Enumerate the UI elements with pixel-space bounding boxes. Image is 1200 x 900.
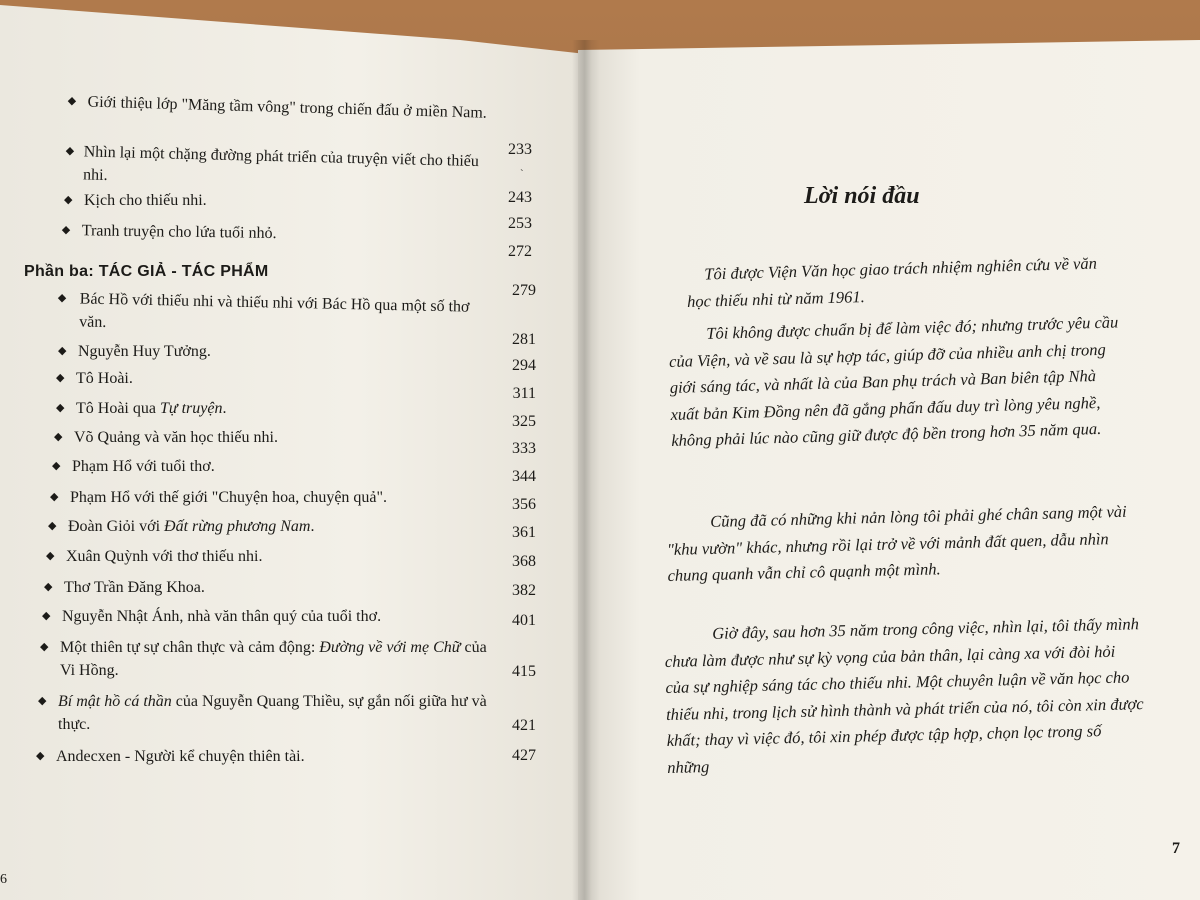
bullet-icon: ◆ <box>67 94 77 108</box>
toc-page-number: 325 <box>512 413 536 430</box>
toc-entry <box>54 426 474 449</box>
toc-entry-text: Đoàn Giỏi với Đất rừng phương Nam. <box>68 518 315 535</box>
bullet-icon: ◆ <box>46 550 55 562</box>
bullet-icon: ◆ <box>57 291 67 305</box>
preface-paragraph: Giờ đây, sau hơn 35 năm trong công việc, nhìn lại, tôi thấy mình chưa làm được như sự kỳ vọng của bản thân, lại càng xa với đòi hỏi của sự nghiệp sáng tác cho thiếu nhi. Một chuyên luận về văn học cho thiếu nhi, trong lịch sử hình thành và phát triển của nó, tôi còn xin được khất; thay vì việc đó, tôi xin phép được tập hợp, chọn lọc trong số những <box>664 614 1144 777</box>
toc-entry-text: Nguyễn Huy Tưởng. <box>78 343 211 360</box>
book-gutter <box>572 40 600 900</box>
toc-page-number: 356 <box>512 496 536 513</box>
table-of-contents <box>0 0 575 900</box>
toc-entry-text: Tô Hoài. <box>76 370 133 387</box>
toc-page-number: 333 <box>512 440 536 457</box>
bullet-icon: ◆ <box>36 750 45 762</box>
preface-title: Lời nói đầu <box>804 183 920 209</box>
toc-entry-text: Tranh truyện cho lứa tuổi nhỏ. <box>81 222 277 242</box>
toc-entry <box>57 287 488 342</box>
toc-entry <box>50 486 490 509</box>
bullet-icon: ◆ <box>64 194 73 206</box>
bullet-icon: ◆ <box>40 641 49 653</box>
toc-page-number: 415 <box>512 663 536 680</box>
toc-page-number: 427 <box>512 747 536 764</box>
toc-entry-text: Giới thiệu lớp "Măng tầm vông" trong chiến đấu ở miền Nam. <box>87 93 488 122</box>
preface-paragraph: Cũng đã có những khi nản lòng tôi phải ghé chân sang một vài "khu vườn" khác, nhưng rồi lại trở về với mảnh đất quen, dẫu nhìn chung quanh vẫn chỉ cô quạnh một mình. <box>666 501 1127 585</box>
bullet-icon: ◆ <box>54 431 63 443</box>
toc-page-number: 401 <box>512 612 536 629</box>
toc-entry-text: Andecxen - Người kể chuyện thiên tài. <box>56 748 305 765</box>
toc-page-number: 253 <box>508 215 532 232</box>
toc-entry <box>36 745 491 768</box>
toc-page-number: 421 <box>512 717 536 734</box>
toc-page-number: 344 <box>512 468 536 485</box>
toc-entry-text: Bí mật hồ cá thần của Nguyễn Quang Thiều, sự gắn nối giữa hư và thực. <box>58 693 487 733</box>
toc-entry <box>62 219 462 248</box>
toc-entry-text: Bác Hồ với thiếu nhi và thiếu nhi với Bác Hồ qua một số thơ văn. <box>79 290 470 332</box>
toc-page-number: 382 <box>512 582 536 599</box>
bullet-icon: ◆ <box>50 491 59 503</box>
toc-entry-text: Tô Hoài qua Tự truyện. <box>76 400 227 417</box>
toc-page-number: 243 <box>508 189 532 206</box>
toc-page-number: 294 <box>512 357 536 374</box>
toc-entry <box>40 636 490 682</box>
toc-entry <box>56 367 476 390</box>
bullet-icon: ◆ <box>48 520 57 532</box>
toc-entry <box>67 90 487 125</box>
part-heading: Phần ba: TÁC GIẢ - TÁC PHẨM <box>24 263 269 280</box>
toc-entry-text: Phạm Hổ với tuổi thơ. <box>72 458 215 475</box>
toc-entry <box>44 576 484 599</box>
page-mark: ˋ <box>520 168 524 180</box>
toc-entry <box>64 189 464 212</box>
toc-entry-text: Phạm Hổ với thế giới "Chuyện hoa, chuyện quả". <box>70 489 388 506</box>
toc-entry <box>52 455 472 478</box>
bullet-icon: ◆ <box>56 402 65 414</box>
toc-entry-text: Nguyễn Nhật Ánh, nhà văn thân quý của tuổi thơ. <box>62 608 382 625</box>
bullet-icon: ◆ <box>65 144 75 158</box>
bullet-icon: ◆ <box>58 345 67 357</box>
toc-page-number: 368 <box>512 553 536 570</box>
bullet-icon: ◆ <box>42 610 51 622</box>
toc-entry <box>46 545 486 568</box>
toc-entry-text: Nhìn lại một chặng đường phát triển của truyện viết cho thiếu nhi. <box>82 143 480 185</box>
toc-entry-text: Một thiên tự sự chân thực và cảm động: Đường về với mẹ Chữ của Vi Hồng. <box>60 639 487 679</box>
toc-entry <box>56 397 476 420</box>
bullet-icon: ◆ <box>38 695 47 707</box>
preface-paragraph: Tôi được Viện Văn học giao trách nhiệm nghiên cứu về văn học thiếu nhi từ năm 1961. <box>686 253 1098 311</box>
toc-entry-text: Xuân Quỳnh với thơ thiếu nhi. <box>66 548 263 565</box>
bullet-icon: ◆ <box>44 581 53 593</box>
toc-entry <box>58 340 478 363</box>
right-page-number: 7 <box>1172 840 1180 857</box>
toc-entry <box>48 515 488 538</box>
toc-entry-text: Thơ Trần Đăng Khoa. <box>64 579 205 596</box>
toc-page-number: 279 <box>512 282 536 299</box>
bullet-icon: ◆ <box>56 372 65 384</box>
bullet-icon: ◆ <box>61 223 71 237</box>
toc-entry <box>65 140 486 196</box>
bullet-icon: ◆ <box>52 460 61 472</box>
toc-page-number: 311 <box>512 385 536 402</box>
toc-entry-text: Võ Quảng và văn học thiếu nhi. <box>74 429 278 446</box>
toc-page-number: 272 <box>508 243 532 260</box>
toc-page-number: 281 <box>512 331 536 348</box>
toc-entry <box>38 690 493 736</box>
preface-paragraph: Tôi không được chuẩn bị để làm việc đó; nhưng trước yêu cầu của Viện, và về sau là sự hợp tác, giúp đỡ của nhiều anh chị trong giới sáng tác, và nhất là của Ban phụ trách và Ban biên tập Nhà xuất bản Kim Đồng nên đã gắng phấn đấu duy trì lòng yêu nghề, không phải lúc nào cũng giữ được độ bền trong hơn 35 năm qua. <box>668 312 1119 450</box>
toc-page-number: 233 <box>508 141 532 158</box>
toc-entry-text: Kịch cho thiếu nhi. <box>84 192 207 209</box>
left-page-number: 6 <box>0 872 7 887</box>
toc-page-number: 361 <box>512 524 536 541</box>
toc-entry <box>42 605 492 628</box>
